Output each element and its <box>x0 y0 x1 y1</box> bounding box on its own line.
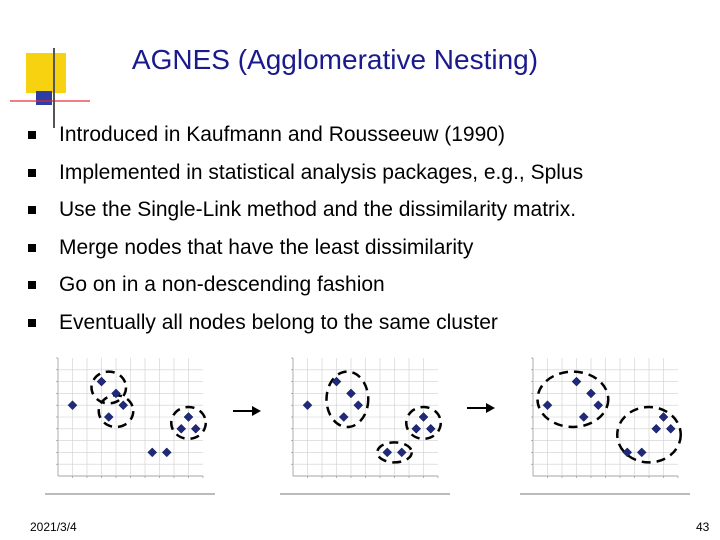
scatter-plot-step-1 <box>40 350 220 500</box>
bullet-text: Merge nodes that have the least dissimilarity <box>59 235 474 259</box>
data-point <box>579 413 588 422</box>
data-point <box>97 377 106 386</box>
cluster-outline <box>327 372 369 427</box>
square-bullet-icon <box>28 169 36 177</box>
page-number: 43 <box>696 520 710 534</box>
data-point <box>666 424 675 433</box>
arrow-right-icon <box>232 404 262 418</box>
bullet-text: Go on in a non-descending fashion <box>59 273 385 296</box>
data-point <box>543 401 552 410</box>
data-point <box>572 377 581 386</box>
data-point <box>397 448 406 457</box>
data-point <box>587 389 596 398</box>
data-point <box>623 448 632 457</box>
data-point <box>637 448 646 457</box>
data-point <box>191 424 200 433</box>
data-point <box>162 448 171 457</box>
data-point <box>119 401 128 410</box>
scatter-plot-step-3 <box>515 350 695 500</box>
cluster-outline <box>538 372 609 427</box>
square-bullet-icon <box>28 244 36 252</box>
deco-blue-square <box>36 91 52 105</box>
arrow-right-icon <box>466 401 496 415</box>
data-point <box>177 424 186 433</box>
bullet-text: Use the Single-Link method and the dissimilarity matrix. <box>59 198 577 221</box>
square-bullet-icon <box>28 206 36 214</box>
slide-date: 2021/3/4 <box>30 520 77 534</box>
square-bullet-icon <box>28 281 36 289</box>
data-point <box>383 448 392 457</box>
data-point <box>426 424 435 433</box>
data-point <box>68 401 77 410</box>
cluster-outline <box>92 372 127 404</box>
square-bullet-icon <box>28 131 36 139</box>
scatter-plot-step-2 <box>275 350 455 500</box>
data-point <box>594 401 603 410</box>
data-point <box>104 413 113 422</box>
slide-title: AGNES (Agglomerative Nesting) <box>131 44 539 75</box>
data-point <box>339 413 348 422</box>
data-point <box>303 401 312 410</box>
data-point <box>354 401 363 410</box>
deco-vertical-line <box>53 48 55 128</box>
data-point <box>652 424 661 433</box>
square-bullet-icon <box>28 319 36 327</box>
bullet-text: Implemented in statistical analysis packages, e.g., Splus <box>59 160 584 184</box>
bullet-text: Introduced in Kaufmann and Rousseeuw (1990) <box>59 123 505 146</box>
data-point <box>148 448 157 457</box>
data-point <box>659 413 668 422</box>
data-point <box>412 424 421 433</box>
data-point <box>419 413 428 422</box>
bullet-text: Eventually all nodes belong to the same cluster <box>59 310 498 334</box>
data-point <box>184 413 193 422</box>
deco-red-line <box>10 100 90 102</box>
data-point <box>347 389 356 398</box>
